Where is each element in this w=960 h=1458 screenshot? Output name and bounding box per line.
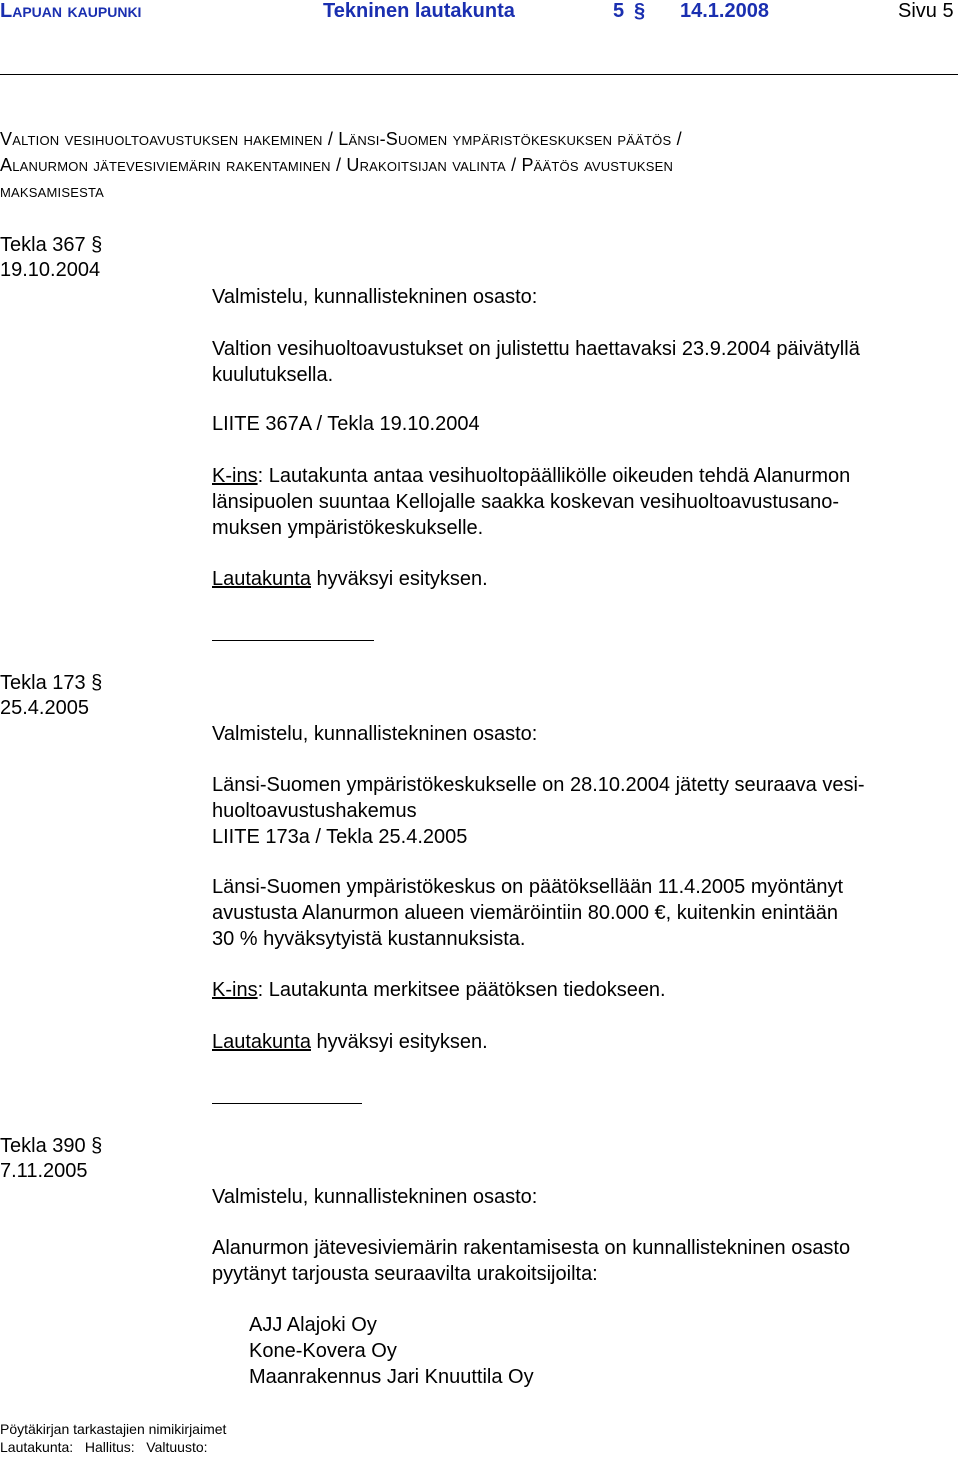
footer-bodies: Lautakunta: Hallitus: Valtuusto: bbox=[0, 1439, 208, 1455]
paragraph-line: kuulutuksella. bbox=[212, 364, 334, 386]
attachment-ref: LIITE 367A / Tekla 19.10.2004 bbox=[212, 413, 480, 435]
proposal bbox=[212, 463, 850, 541]
paragraph bbox=[212, 1235, 850, 1287]
title-line-2: Alanurmon jätevesiviemärin rakentaminen / Urakoitsijan valinta / Päätös avustuksen bbox=[0, 155, 674, 175]
header-board: Tekninen lautakunta bbox=[323, 0, 515, 22]
paragraph-line: Länsi-Suomen ympäristökeskus on päätöksellään 11.4.2005 myöntänyt bbox=[212, 876, 844, 898]
proposal-text: : Lautakunta antaa vesihuoltopäällikölle oikeuden tehdä Alanurmon bbox=[257, 465, 851, 487]
header-number: 5 bbox=[613, 0, 625, 22]
header-date: 14.1.2008 bbox=[680, 0, 769, 22]
paragraph-line: Alanurmon jätevesiviemärin rakentamisesta on kunnallistekninen osasto bbox=[212, 1237, 851, 1259]
proposal-text: länsipuolen suuntaa Kellojalle saakka koskevan vesihuoltoavustusano- bbox=[212, 491, 840, 513]
section-divider bbox=[212, 1103, 362, 1104]
header-page: Sivu 5 bbox=[898, 0, 954, 22]
preparer-heading: Valmistelu, kunnallistekninen osasto: bbox=[212, 1186, 538, 1208]
decision bbox=[212, 566, 488, 592]
proposal-label: K-ins bbox=[212, 465, 258, 487]
preparer-heading: Valmistelu, kunnallistekninen osasto: bbox=[212, 723, 538, 745]
attachment-ref: LIITE 173a / Tekla 25.4.2005 bbox=[212, 826, 468, 848]
paragraph-line: Länsi-Suomen ympäristökeskukselle on 28.10.2004 jätetty seuraava vesi- bbox=[212, 774, 865, 796]
preparer-heading: Valmistelu, kunnallistekninen osasto: bbox=[212, 286, 538, 308]
paragraph bbox=[212, 336, 860, 388]
section-ref: Tekla 173 § bbox=[0, 672, 103, 694]
section-ref: Tekla 367 § bbox=[0, 234, 103, 256]
section-date: 25.4.2005 bbox=[0, 697, 89, 719]
header-org: Lapuan kaupunki bbox=[0, 0, 142, 22]
section-ref: Tekla 390 § bbox=[0, 1135, 103, 1157]
proposal-label: K-ins bbox=[212, 979, 258, 1001]
paragraph-line: Valtion vesihuoltoavustukset on julistettu haettavaksi 23.9.2004 päivätyllä bbox=[212, 338, 860, 360]
paragraph-line: pyytänyt tarjousta seuraavilta urakoitsijoilta: bbox=[212, 1263, 598, 1285]
paragraph-line: 30 % hyväksytyistä kustannuksista. bbox=[212, 928, 526, 950]
list-item: Maanrakennus Jari Knuuttila Oy bbox=[249, 1366, 534, 1388]
title-line-1: Valtion vesihuoltoavustuksen hakeminen / Länsi-Suomen ympäristökeskuksen päätös / bbox=[0, 129, 682, 149]
paragraph bbox=[212, 772, 865, 850]
list-item: Kone-Kovera Oy bbox=[249, 1340, 397, 1362]
paragraph-line: huoltoavustushakemus bbox=[212, 800, 417, 822]
contractor-list bbox=[249, 1312, 534, 1390]
proposal-text: muksen ympäristökeskukselle. bbox=[212, 517, 484, 539]
decision bbox=[212, 1029, 488, 1055]
paragraph-line: avustusta Alanurmon alueen viemäröintiin 80.000 €, kuitenkin enintään bbox=[212, 902, 838, 924]
header-section-sign: § bbox=[634, 0, 646, 22]
header-rule bbox=[0, 74, 958, 75]
title-line-3: maksamisesta bbox=[0, 181, 105, 201]
section-date: 19.10.2004 bbox=[0, 259, 101, 281]
section-divider bbox=[212, 640, 374, 641]
proposal-text: : Lautakunta merkitsee päätöksen tiedokseen. bbox=[257, 979, 666, 1001]
decision-text: hyväksyi esityksen. bbox=[310, 1031, 488, 1053]
decision-board: Lautakunta bbox=[212, 1031, 311, 1053]
decision-text: hyväksyi esityksen. bbox=[310, 568, 488, 590]
list-item: AJJ Alajoki Oy bbox=[249, 1314, 377, 1336]
paragraph bbox=[212, 874, 843, 952]
proposal bbox=[212, 977, 666, 1003]
section-date: 7.11.2005 bbox=[0, 1160, 88, 1182]
decision-board: Lautakunta bbox=[212, 568, 311, 590]
footer-initials-label: Pöytäkirjan tarkastajien nimikirjaimet bbox=[0, 1421, 227, 1437]
